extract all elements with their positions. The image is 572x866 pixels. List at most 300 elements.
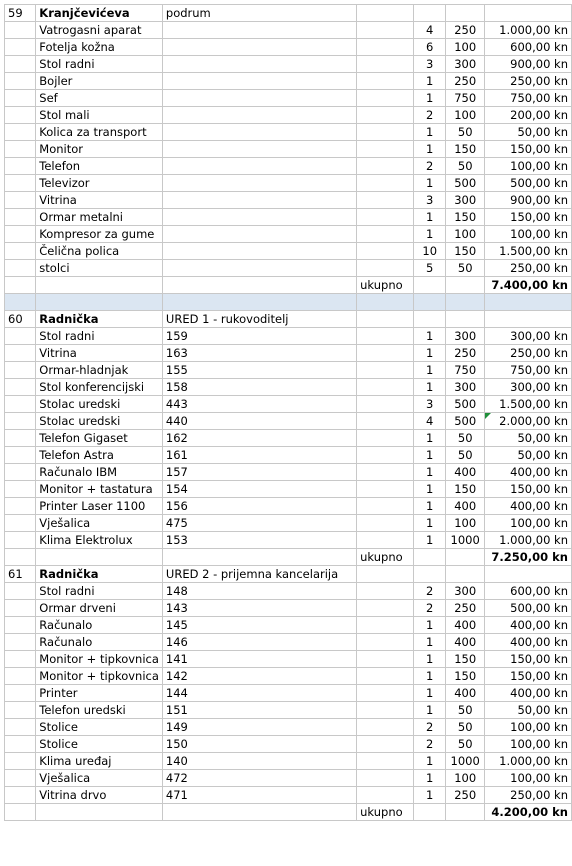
empty-cell[interactable] — [5, 260, 36, 277]
empty-cell[interactable] — [357, 787, 414, 804]
item-code-cell[interactable] — [162, 107, 356, 124]
item-price-cell[interactable]: 100 — [446, 226, 485, 243]
empty-cell[interactable] — [357, 770, 414, 787]
item-total-cell[interactable]: 400,00 kn — [485, 464, 572, 481]
empty-cell[interactable] — [357, 702, 414, 719]
empty-cell[interactable] — [357, 73, 414, 90]
item-code-cell[interactable] — [162, 192, 356, 209]
empty-cell[interactable] — [162, 277, 356, 294]
item-code-cell[interactable]: 143 — [162, 600, 356, 617]
item-code-cell[interactable] — [162, 260, 356, 277]
item-name-cell[interactable]: Ormar drveni — [36, 600, 163, 617]
item-code-cell[interactable]: 443 — [162, 396, 356, 413]
empty-cell[interactable] — [5, 328, 36, 345]
item-total-cell[interactable]: 100,00 kn — [485, 158, 572, 175]
empty-cell[interactable] — [5, 600, 36, 617]
item-price-cell[interactable]: 500 — [446, 396, 485, 413]
item-total-cell[interactable]: 50,00 kn — [485, 702, 572, 719]
empty-cell[interactable] — [414, 804, 446, 821]
item-code-cell[interactable]: 156 — [162, 498, 356, 515]
item-total-cell[interactable]: 100,00 kn — [485, 770, 572, 787]
item-price-cell[interactable]: 150 — [446, 141, 485, 158]
item-price-cell[interactable]: 400 — [446, 464, 485, 481]
empty-cell[interactable] — [5, 56, 36, 73]
item-price-cell[interactable]: 50 — [446, 447, 485, 464]
item-qty-cell[interactable]: 1 — [414, 702, 446, 719]
empty-cell[interactable] — [5, 430, 36, 447]
item-code-cell[interactable] — [162, 90, 356, 107]
item-code-cell[interactable]: 151 — [162, 702, 356, 719]
item-qty-cell[interactable]: 5 — [414, 260, 446, 277]
item-qty-cell[interactable]: 4 — [414, 413, 446, 430]
item-price-cell[interactable]: 250 — [446, 600, 485, 617]
item-name-cell[interactable]: Klima uređaj — [36, 753, 163, 770]
item-price-cell[interactable]: 750 — [446, 90, 485, 107]
item-name-cell[interactable]: Sef — [36, 90, 163, 107]
item-price-cell[interactable]: 150 — [446, 668, 485, 685]
section-street-cell[interactable]: Radnička — [36, 311, 163, 328]
item-code-cell[interactable] — [162, 39, 356, 56]
item-total-cell[interactable]: 100,00 kn — [485, 515, 572, 532]
item-code-cell[interactable]: 158 — [162, 379, 356, 396]
item-price-cell[interactable]: 500 — [446, 175, 485, 192]
empty-cell[interactable] — [5, 719, 36, 736]
empty-cell[interactable] — [357, 175, 414, 192]
item-total-cell[interactable]: 400,00 kn — [485, 617, 572, 634]
section-id-cell[interactable]: 60 — [5, 311, 36, 328]
item-name-cell[interactable]: Fotelja kožna — [36, 39, 163, 56]
item-price-cell[interactable]: 250 — [446, 787, 485, 804]
empty-cell[interactable] — [5, 362, 36, 379]
item-code-cell[interactable]: 157 — [162, 464, 356, 481]
sum-label-cell[interactable]: ukupno — [357, 549, 414, 566]
item-total-cell[interactable]: 600,00 kn — [485, 583, 572, 600]
empty-cell[interactable] — [357, 294, 414, 311]
empty-cell[interactable] — [446, 566, 485, 583]
item-total-cell[interactable]: 1.000,00 kn — [485, 532, 572, 549]
item-qty-cell[interactable]: 1 — [414, 328, 446, 345]
empty-cell[interactable] — [5, 787, 36, 804]
item-name-cell[interactable]: Stolice — [36, 736, 163, 753]
empty-cell[interactable] — [357, 56, 414, 73]
empty-cell[interactable] — [446, 5, 485, 22]
item-qty-cell[interactable]: 10 — [414, 243, 446, 260]
item-qty-cell[interactable]: 2 — [414, 736, 446, 753]
item-code-cell[interactable]: 163 — [162, 345, 356, 362]
empty-cell[interactable] — [357, 39, 414, 56]
item-name-cell[interactable]: Monitor + tipkovnica — [36, 651, 163, 668]
empty-cell[interactable] — [446, 549, 485, 566]
empty-cell[interactable] — [357, 498, 414, 515]
item-total-cell[interactable]: 50,00 kn — [485, 430, 572, 447]
item-total-cell[interactable]: 400,00 kn — [485, 685, 572, 702]
item-price-cell[interactable]: 500 — [446, 413, 485, 430]
item-qty-cell[interactable]: 1 — [414, 685, 446, 702]
item-code-cell[interactable] — [162, 158, 356, 175]
item-price-cell[interactable]: 150 — [446, 651, 485, 668]
item-qty-cell[interactable]: 1 — [414, 532, 446, 549]
empty-cell[interactable] — [414, 294, 446, 311]
item-qty-cell[interactable]: 3 — [414, 56, 446, 73]
item-name-cell[interactable]: Računalo IBM — [36, 464, 163, 481]
item-qty-cell[interactable]: 1 — [414, 668, 446, 685]
item-code-cell[interactable] — [162, 73, 356, 90]
item-code-cell[interactable]: 146 — [162, 634, 356, 651]
empty-cell[interactable] — [357, 5, 414, 22]
item-qty-cell[interactable]: 1 — [414, 73, 446, 90]
empty-cell[interactable] — [5, 345, 36, 362]
empty-cell[interactable] — [5, 770, 36, 787]
item-total-cell[interactable]: 250,00 kn — [485, 260, 572, 277]
item-code-cell[interactable]: 440 — [162, 413, 356, 430]
section-location-cell[interactable]: podrum — [162, 5, 356, 22]
empty-cell[interactable] — [5, 549, 36, 566]
item-total-cell[interactable]: 750,00 kn — [485, 90, 572, 107]
item-total-cell[interactable]: 250,00 kn — [485, 787, 572, 804]
item-total-cell[interactable]: 250,00 kn — [485, 73, 572, 90]
item-name-cell[interactable]: Računalo — [36, 634, 163, 651]
item-code-cell[interactable] — [162, 175, 356, 192]
empty-cell[interactable] — [357, 260, 414, 277]
item-name-cell[interactable]: Stol konferencijski — [36, 379, 163, 396]
item-price-cell[interactable]: 150 — [446, 243, 485, 260]
item-qty-cell[interactable]: 1 — [414, 651, 446, 668]
item-total-cell[interactable]: 200,00 kn — [485, 107, 572, 124]
item-total-cell[interactable]: 250,00 kn — [485, 345, 572, 362]
empty-cell[interactable] — [162, 804, 356, 821]
item-total-cell[interactable]: 750,00 kn — [485, 362, 572, 379]
section-location-cell[interactable]: URED 2 - prijemna kancelarija — [162, 566, 356, 583]
item-name-cell[interactable]: Telefon — [36, 158, 163, 175]
empty-cell[interactable] — [5, 753, 36, 770]
empty-cell[interactable] — [446, 311, 485, 328]
empty-cell[interactable] — [5, 498, 36, 515]
item-name-cell[interactable]: Televizor — [36, 175, 163, 192]
item-name-cell[interactable]: Računalo — [36, 617, 163, 634]
section-id-cell[interactable]: 61 — [5, 566, 36, 583]
item-price-cell[interactable]: 300 — [446, 192, 485, 209]
item-name-cell[interactable]: Vitrina — [36, 192, 163, 209]
empty-cell[interactable] — [5, 464, 36, 481]
item-price-cell[interactable]: 300 — [446, 328, 485, 345]
empty-cell[interactable] — [5, 39, 36, 56]
item-code-cell[interactable]: 149 — [162, 719, 356, 736]
item-price-cell[interactable]: 250 — [446, 73, 485, 90]
item-price-cell[interactable]: 50 — [446, 260, 485, 277]
item-name-cell[interactable]: Ormar metalni — [36, 209, 163, 226]
empty-cell[interactable] — [446, 804, 485, 821]
item-total-cell[interactable]: 1.500,00 kn — [485, 396, 572, 413]
item-price-cell[interactable]: 150 — [446, 209, 485, 226]
empty-cell[interactable] — [357, 22, 414, 39]
empty-cell[interactable] — [414, 277, 446, 294]
empty-cell[interactable] — [485, 294, 572, 311]
empty-cell[interactable] — [357, 158, 414, 175]
empty-cell[interactable] — [5, 736, 36, 753]
item-name-cell[interactable]: Kompresor za gume — [36, 226, 163, 243]
item-total-cell[interactable]: 400,00 kn — [485, 498, 572, 515]
empty-cell[interactable] — [5, 124, 36, 141]
item-qty-cell[interactable]: 3 — [414, 192, 446, 209]
empty-cell[interactable] — [357, 566, 414, 583]
item-name-cell[interactable]: Telefon Gigaset — [36, 430, 163, 447]
empty-cell[interactable] — [5, 141, 36, 158]
empty-cell[interactable] — [357, 634, 414, 651]
item-qty-cell[interactable]: 1 — [414, 464, 446, 481]
item-qty-cell[interactable]: 2 — [414, 107, 446, 124]
sum-total-cell[interactable]: 7.250,00 kn — [485, 549, 572, 566]
item-code-cell[interactable]: 148 — [162, 583, 356, 600]
empty-cell[interactable] — [5, 107, 36, 124]
empty-cell[interactable] — [357, 345, 414, 362]
item-price-cell[interactable]: 100 — [446, 39, 485, 56]
item-qty-cell[interactable]: 1 — [414, 617, 446, 634]
empty-cell[interactable] — [485, 566, 572, 583]
item-total-cell[interactable]: 400,00 kn — [485, 634, 572, 651]
empty-cell[interactable] — [357, 413, 414, 430]
empty-cell[interactable] — [5, 668, 36, 685]
item-total-cell[interactable]: 500,00 kn — [485, 600, 572, 617]
item-qty-cell[interactable]: 2 — [414, 600, 446, 617]
item-code-cell[interactable]: 472 — [162, 770, 356, 787]
item-qty-cell[interactable]: 1 — [414, 481, 446, 498]
item-name-cell[interactable]: Kolica za transport — [36, 124, 163, 141]
item-price-cell[interactable]: 50 — [446, 736, 485, 753]
empty-cell[interactable] — [357, 209, 414, 226]
item-total-cell[interactable]: 150,00 kn — [485, 481, 572, 498]
item-name-cell[interactable]: Vješalica — [36, 770, 163, 787]
empty-cell[interactable] — [36, 804, 163, 821]
item-price-cell[interactable]: 400 — [446, 498, 485, 515]
empty-cell[interactable] — [414, 549, 446, 566]
item-qty-cell[interactable]: 4 — [414, 22, 446, 39]
empty-cell[interactable] — [357, 243, 414, 260]
item-name-cell[interactable]: Stol radni — [36, 328, 163, 345]
empty-cell[interactable] — [5, 379, 36, 396]
item-price-cell[interactable]: 1000 — [446, 532, 485, 549]
empty-cell[interactable] — [485, 5, 572, 22]
item-code-cell[interactable]: 154 — [162, 481, 356, 498]
item-qty-cell[interactable]: 1 — [414, 498, 446, 515]
item-total-cell[interactable]: 1.000,00 kn — [485, 22, 572, 39]
item-qty-cell[interactable]: 1 — [414, 362, 446, 379]
empty-cell[interactable] — [357, 379, 414, 396]
item-code-cell[interactable] — [162, 22, 356, 39]
item-qty-cell[interactable]: 1 — [414, 209, 446, 226]
empty-cell[interactable] — [357, 651, 414, 668]
item-name-cell[interactable]: Stolac uredski — [36, 413, 163, 430]
item-total-cell[interactable]: 50,00 kn — [485, 447, 572, 464]
sum-label-cell[interactable]: ukupno — [357, 277, 414, 294]
item-code-cell[interactable]: 144 — [162, 685, 356, 702]
empty-cell[interactable] — [5, 481, 36, 498]
empty-cell[interactable] — [357, 396, 414, 413]
item-name-cell[interactable]: Monitor + tastatura — [36, 481, 163, 498]
empty-cell[interactable] — [5, 90, 36, 107]
empty-cell[interactable] — [485, 311, 572, 328]
item-name-cell[interactable]: Vatrogasni aparat — [36, 22, 163, 39]
item-qty-cell[interactable]: 1 — [414, 770, 446, 787]
item-name-cell[interactable]: Monitor — [36, 141, 163, 158]
item-price-cell[interactable]: 50 — [446, 702, 485, 719]
empty-cell[interactable] — [357, 141, 414, 158]
item-code-cell[interactable]: 155 — [162, 362, 356, 379]
item-code-cell[interactable]: 150 — [162, 736, 356, 753]
empty-cell[interactable] — [446, 294, 485, 311]
item-code-cell[interactable]: 153 — [162, 532, 356, 549]
item-name-cell[interactable]: Monitor + tipkovnica — [36, 668, 163, 685]
item-price-cell[interactable]: 50 — [446, 430, 485, 447]
item-total-cell[interactable]: 150,00 kn — [485, 209, 572, 226]
item-code-cell[interactable] — [162, 226, 356, 243]
item-total-cell[interactable]: 50,00 kn — [485, 124, 572, 141]
item-code-cell[interactable] — [162, 141, 356, 158]
item-price-cell[interactable]: 100 — [446, 107, 485, 124]
item-total-cell[interactable]: 150,00 kn — [485, 668, 572, 685]
empty-cell[interactable] — [5, 243, 36, 260]
item-name-cell[interactable]: Stol radni — [36, 583, 163, 600]
empty-cell[interactable] — [414, 5, 446, 22]
item-code-cell[interactable]: 141 — [162, 651, 356, 668]
empty-cell[interactable] — [162, 549, 356, 566]
item-name-cell[interactable]: Vitrina drvo — [36, 787, 163, 804]
item-price-cell[interactable]: 400 — [446, 634, 485, 651]
item-name-cell[interactable]: Telefon Astra — [36, 447, 163, 464]
empty-cell[interactable] — [357, 532, 414, 549]
item-price-cell[interactable]: 50 — [446, 719, 485, 736]
item-qty-cell[interactable]: 1 — [414, 447, 446, 464]
empty-cell[interactable] — [357, 328, 414, 345]
empty-cell[interactable] — [357, 192, 414, 209]
item-price-cell[interactable]: 300 — [446, 56, 485, 73]
item-price-cell[interactable]: 250 — [446, 22, 485, 39]
empty-cell[interactable] — [357, 107, 414, 124]
item-qty-cell[interactable]: 2 — [414, 719, 446, 736]
empty-cell[interactable] — [5, 158, 36, 175]
item-name-cell[interactable]: Ormar-hladnjak — [36, 362, 163, 379]
item-qty-cell[interactable]: 1 — [414, 175, 446, 192]
empty-cell[interactable] — [5, 22, 36, 39]
item-total-cell[interactable]: 1.000,00 kn — [485, 753, 572, 770]
item-price-cell[interactable]: 250 — [446, 345, 485, 362]
empty-cell[interactable] — [5, 226, 36, 243]
empty-cell[interactable] — [357, 311, 414, 328]
item-qty-cell[interactable]: 1 — [414, 90, 446, 107]
item-total-cell[interactable]: 500,00 kn — [485, 175, 572, 192]
empty-cell[interactable] — [5, 634, 36, 651]
section-location-cell[interactable]: URED 1 - rukovoditelj — [162, 311, 356, 328]
item-code-cell[interactable] — [162, 56, 356, 73]
empty-cell[interactable] — [5, 651, 36, 668]
sum-label-cell[interactable]: ukupno — [357, 804, 414, 821]
empty-cell[interactable] — [5, 192, 36, 209]
empty-cell[interactable] — [357, 362, 414, 379]
empty-cell[interactable] — [36, 549, 163, 566]
empty-cell[interactable] — [5, 515, 36, 532]
empty-cell[interactable] — [414, 311, 446, 328]
item-total-cell[interactable]: 100,00 kn — [485, 226, 572, 243]
empty-cell[interactable] — [5, 447, 36, 464]
item-code-cell[interactable]: 140 — [162, 753, 356, 770]
item-qty-cell[interactable]: 1 — [414, 430, 446, 447]
empty-cell[interactable] — [357, 430, 414, 447]
empty-cell[interactable] — [357, 736, 414, 753]
item-code-cell[interactable]: 145 — [162, 617, 356, 634]
item-price-cell[interactable]: 50 — [446, 124, 485, 141]
empty-cell[interactable] — [357, 617, 414, 634]
item-price-cell[interactable]: 100 — [446, 770, 485, 787]
empty-cell[interactable] — [5, 583, 36, 600]
item-price-cell[interactable]: 100 — [446, 515, 485, 532]
item-total-cell[interactable]: 150,00 kn — [485, 141, 572, 158]
empty-cell[interactable] — [357, 447, 414, 464]
item-code-cell[interactable]: 161 — [162, 447, 356, 464]
item-qty-cell[interactable]: 1 — [414, 141, 446, 158]
item-name-cell[interactable]: Vitrina — [36, 345, 163, 362]
item-qty-cell[interactable]: 2 — [414, 583, 446, 600]
empty-cell[interactable] — [36, 277, 163, 294]
empty-cell[interactable] — [357, 226, 414, 243]
empty-cell[interactable] — [357, 124, 414, 141]
item-price-cell[interactable]: 300 — [446, 379, 485, 396]
item-qty-cell[interactable]: 1 — [414, 515, 446, 532]
item-code-cell[interactable]: 162 — [162, 430, 356, 447]
empty-cell[interactable] — [5, 532, 36, 549]
item-price-cell[interactable]: 1000 — [446, 753, 485, 770]
item-total-cell[interactable]: 900,00 kn — [485, 56, 572, 73]
item-qty-cell[interactable]: 1 — [414, 379, 446, 396]
empty-cell[interactable] — [446, 277, 485, 294]
empty-cell[interactable] — [357, 753, 414, 770]
item-name-cell[interactable]: Stol radni — [36, 56, 163, 73]
empty-cell[interactable] — [5, 413, 36, 430]
item-price-cell[interactable]: 400 — [446, 617, 485, 634]
item-price-cell[interactable]: 750 — [446, 362, 485, 379]
empty-cell[interactable] — [357, 481, 414, 498]
empty-cell[interactable] — [357, 600, 414, 617]
empty-cell[interactable] — [357, 583, 414, 600]
item-name-cell[interactable]: Telefon uredski — [36, 702, 163, 719]
empty-cell[interactable] — [5, 396, 36, 413]
item-qty-cell[interactable]: 3 — [414, 396, 446, 413]
item-qty-cell[interactable]: 1 — [414, 226, 446, 243]
item-code-cell[interactable] — [162, 243, 356, 260]
item-code-cell[interactable] — [162, 124, 356, 141]
item-code-cell[interactable]: 471 — [162, 787, 356, 804]
empty-cell[interactable] — [5, 294, 36, 311]
item-name-cell[interactable]: Printer — [36, 685, 163, 702]
item-name-cell[interactable]: Bojler — [36, 73, 163, 90]
empty-cell[interactable] — [5, 685, 36, 702]
empty-cell[interactable] — [414, 566, 446, 583]
item-qty-cell[interactable]: 1 — [414, 124, 446, 141]
item-code-cell[interactable]: 159 — [162, 328, 356, 345]
empty-cell[interactable] — [357, 515, 414, 532]
item-price-cell[interactable]: 50 — [446, 158, 485, 175]
item-name-cell[interactable]: Čelična polica — [36, 243, 163, 260]
item-total-cell[interactable]: 2.000,00 kn — [485, 413, 572, 430]
item-name-cell[interactable]: Printer Laser 1100 — [36, 498, 163, 515]
item-price-cell[interactable]: 150 — [446, 481, 485, 498]
empty-cell[interactable] — [5, 73, 36, 90]
item-code-cell[interactable] — [162, 209, 356, 226]
section-id-cell[interactable]: 59 — [5, 5, 36, 22]
item-qty-cell[interactable]: 1 — [414, 345, 446, 362]
item-qty-cell[interactable]: 6 — [414, 39, 446, 56]
empty-cell[interactable] — [357, 719, 414, 736]
item-total-cell[interactable]: 300,00 kn — [485, 328, 572, 345]
item-name-cell[interactable]: Stol mali — [36, 107, 163, 124]
